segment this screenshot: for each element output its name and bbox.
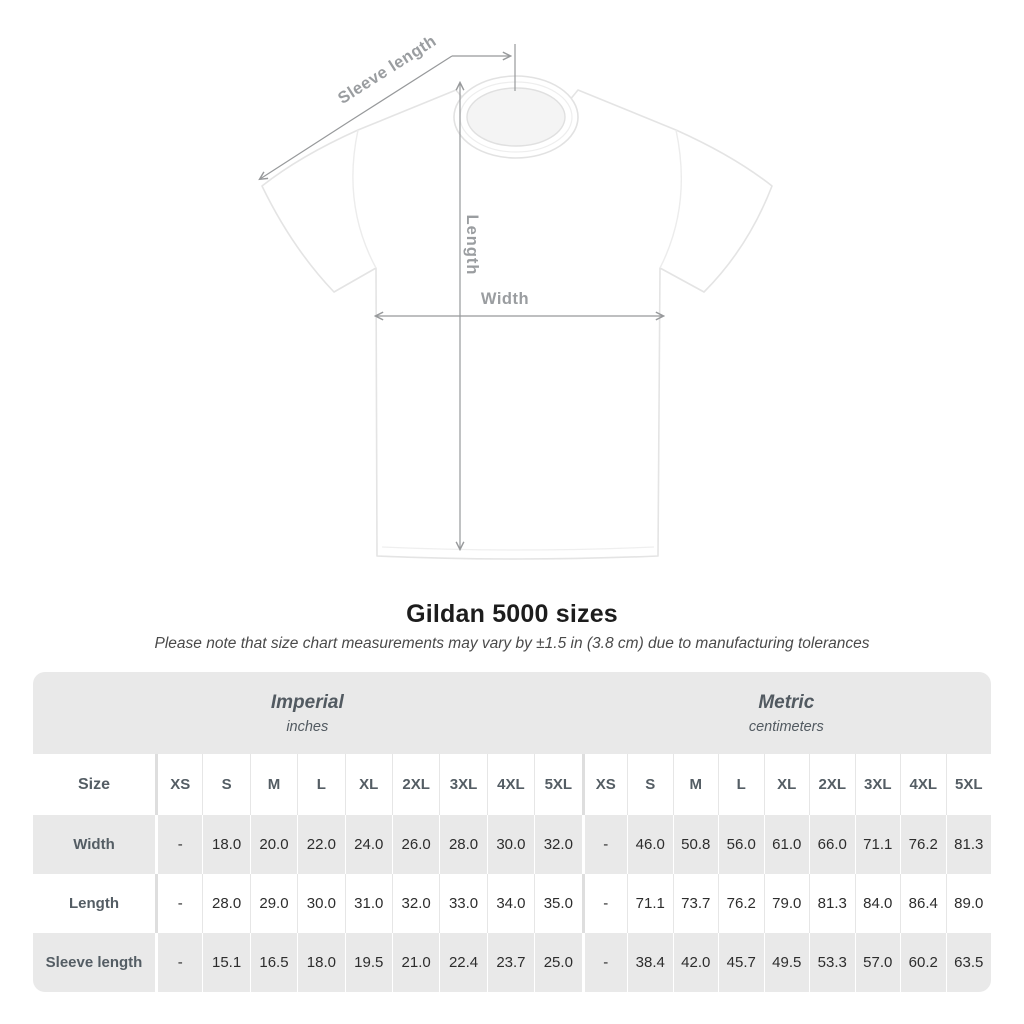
value-cell: 33.0 [439, 874, 486, 933]
row-label: Width [73, 836, 115, 853]
value-cell: 30.0 [297, 874, 344, 933]
value-cell: 81.3 [809, 874, 855, 933]
value-cell: 28.0 [439, 815, 486, 874]
metric-group-header [582, 672, 991, 754]
value-cell: 23.7 [487, 933, 534, 992]
size-header-cell: XL [764, 754, 810, 815]
value-cell: 35.0 [534, 874, 581, 933]
length-label: Length [463, 214, 481, 276]
value-cell: 24.0 [345, 815, 392, 874]
size-header-cell: 2XL [392, 754, 439, 815]
value-cell: 32.0 [392, 874, 439, 933]
size-column-header: Size [77, 775, 110, 793]
value-cell: 16.5 [250, 933, 297, 992]
sleeve-length-label: Sleeve length [334, 31, 440, 108]
value-cell: 57.0 [855, 933, 901, 992]
imperial-group-header [33, 672, 582, 754]
imperial-label: Imperial [270, 691, 344, 713]
value-cell: 66.0 [809, 815, 855, 874]
value-cell: 22.0 [297, 815, 344, 874]
size-header-cell: 4XL [487, 754, 534, 815]
value-cell: 86.4 [900, 874, 946, 933]
value-cell: 34.0 [487, 874, 534, 933]
tshirt-body [262, 90, 772, 559]
metric-unit: centimeters [748, 718, 824, 735]
size-header-cell: L [718, 754, 764, 815]
tshirt-graphic [262, 76, 772, 559]
size-header-cell: XL [345, 754, 392, 815]
value-cell: 38.4 [627, 933, 673, 992]
value-cell: 71.1 [855, 815, 901, 874]
value-cell: 15.1 [202, 933, 249, 992]
size-header-cell: XS [155, 754, 202, 815]
value-cell: 18.0 [297, 933, 344, 992]
size-header-cell: 5XL [534, 754, 581, 815]
size-header-cell: S [202, 754, 249, 815]
metric-label: Metric [758, 691, 815, 713]
value-cell: - [582, 933, 627, 992]
value-cell: 32.0 [534, 815, 581, 874]
size-header-cell: 5XL [946, 754, 992, 815]
size-table [33, 672, 991, 992]
size-header-cell: L [297, 754, 344, 815]
data-row-length [33, 874, 991, 933]
value-cell: 89.0 [946, 874, 992, 933]
value-cell: - [155, 874, 202, 933]
value-cell: 25.0 [534, 933, 581, 992]
unit-header-row [33, 672, 991, 754]
value-cell: - [155, 815, 202, 874]
data-row-sleeve-length [33, 933, 991, 992]
value-cell: 76.2 [900, 815, 946, 874]
size-header-row [33, 754, 991, 815]
value-cell: 60.2 [900, 933, 946, 992]
size-header-cell: S [627, 754, 673, 815]
value-cell: 31.0 [345, 874, 392, 933]
value-cell: 84.0 [855, 874, 901, 933]
tolerance-note: Please note that size chart measurements may vary by ±1.5 in (3.8 cm) due to manufacturing tolerances [154, 635, 870, 652]
value-cell: - [582, 815, 627, 874]
value-cell: 56.0 [718, 815, 764, 874]
value-cell: - [582, 874, 627, 933]
size-header-cell: M [250, 754, 297, 815]
value-cell: 26.0 [392, 815, 439, 874]
value-cell: 20.0 [250, 815, 297, 874]
value-cell: 42.0 [673, 933, 719, 992]
value-cell: 29.0 [250, 874, 297, 933]
size-header-cell: 3XL [855, 754, 901, 815]
value-cell: 49.5 [764, 933, 810, 992]
width-label: Width [480, 290, 530, 308]
size-header-cell: 3XL [439, 754, 486, 815]
value-cell: 19.5 [345, 933, 392, 992]
data-row-width [33, 815, 991, 874]
value-cell: 50.8 [673, 815, 719, 874]
value-cell: - [155, 933, 202, 992]
size-header-cell: 2XL [809, 754, 855, 815]
value-cell: 45.7 [718, 933, 764, 992]
value-cell: 21.0 [392, 933, 439, 992]
collar-opening [467, 88, 565, 146]
value-cell: 30.0 [487, 815, 534, 874]
size-header-cell: M [673, 754, 719, 815]
value-cell: 18.0 [202, 815, 249, 874]
value-cell: 61.0 [764, 815, 810, 874]
row-label: Length [69, 895, 119, 912]
value-cell: 28.0 [202, 874, 249, 933]
value-cell: 79.0 [764, 874, 810, 933]
value-cell: 76.2 [718, 874, 764, 933]
value-cell: 73.7 [673, 874, 719, 933]
size-header-cell: XS [582, 754, 627, 815]
value-cell: 22.4 [439, 933, 486, 992]
row-label: Sleeve length [45, 954, 143, 971]
value-cell: 46.0 [627, 815, 673, 874]
value-cell: 63.5 [946, 933, 992, 992]
value-cell: 71.1 [627, 874, 673, 933]
imperial-unit: inches [286, 718, 329, 735]
chart-title: Gildan 5000 sizes [406, 600, 618, 628]
table-rows [33, 754, 991, 992]
value-cell: 53.3 [809, 933, 855, 992]
size-header-cell: 4XL [900, 754, 946, 815]
value-cell: 81.3 [946, 815, 992, 874]
